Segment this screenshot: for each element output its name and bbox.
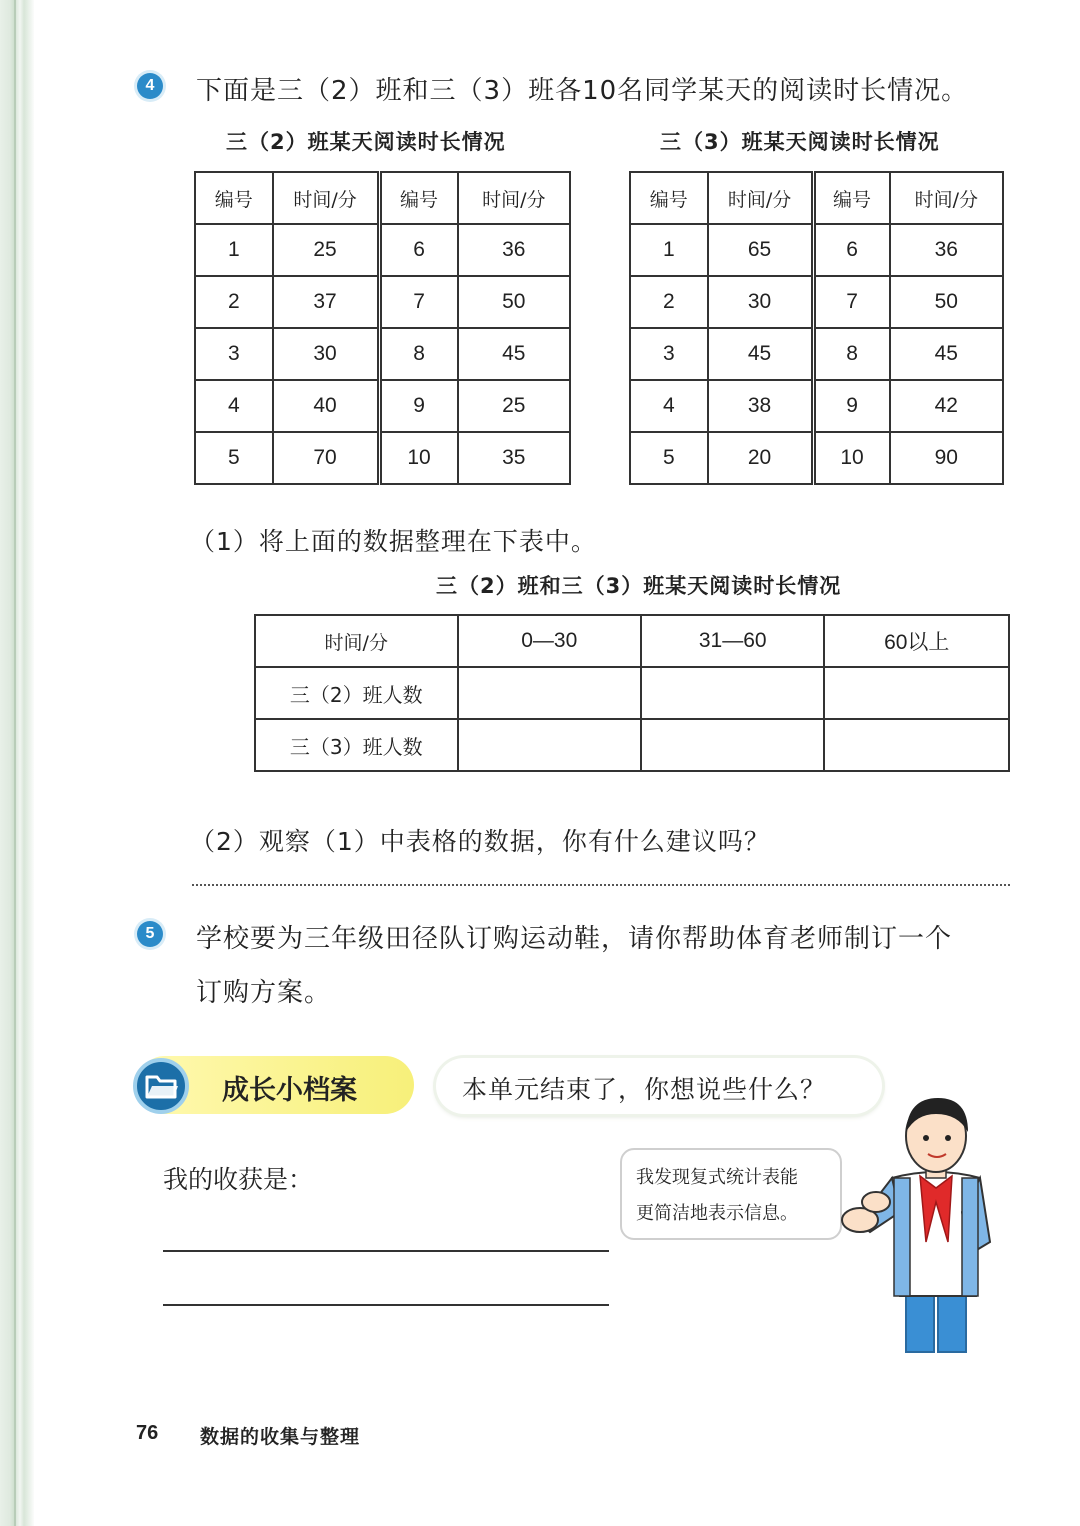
table-cell: 10 [379, 432, 458, 484]
table-cell: 36 [890, 224, 1003, 276]
summary-table-title: 三（2）班和三（3）班某天阅读时长情况 [436, 574, 842, 598]
summary-table [254, 614, 1010, 772]
table-cell: 30 [273, 328, 379, 380]
table-cell: 20 [708, 432, 813, 484]
book-spine [0, 0, 34, 1526]
header-cell: 编号 [813, 172, 890, 224]
question-5-badge: 5 [137, 921, 163, 947]
table-cell: 65 [708, 224, 813, 276]
header-cell: 31—60 [641, 615, 824, 667]
table-row [195, 328, 570, 380]
page-number: 76 [136, 1422, 159, 1444]
table-cell: 7 [813, 276, 890, 328]
table-cell: 25 [273, 224, 379, 276]
table-header-row [630, 172, 1003, 224]
boy-illustration [830, 1092, 1030, 1354]
table-row [195, 380, 570, 432]
table-cell: 37 [273, 276, 379, 328]
table-cell: 6 [813, 224, 890, 276]
answer-dotted-line[interactable] [192, 884, 1010, 886]
table-cell: 42 [890, 380, 1003, 432]
table-cell: 1 [195, 224, 273, 276]
class-3-reading-table [629, 171, 1004, 485]
table-cell: 50 [890, 276, 1003, 328]
table-cell: 38 [708, 380, 813, 432]
header-cell: 60以上 [824, 615, 1009, 667]
table-header-row [255, 615, 1009, 667]
speech-bubble [620, 1148, 842, 1240]
table-cell: 45 [890, 328, 1003, 380]
archive-title: 成长小档案 [222, 1075, 357, 1106]
question-4-text: 下面是三（2）班和三（3）班各10名同学某天的阅读时长情况。 [196, 76, 969, 106]
table-row [630, 432, 1003, 484]
question-4-badge: 4 [137, 73, 163, 99]
table-cell: 50 [458, 276, 570, 328]
table-cell: 70 [273, 432, 379, 484]
table-cell: 35 [458, 432, 570, 484]
answer-cell[interactable] [641, 667, 824, 719]
table-cell: 5 [195, 432, 273, 484]
class-3-table-title: 三（3）班某天阅读时长情况 [660, 130, 940, 154]
part-1-instruction: （1）将上面的数据整理在下表中。 [190, 527, 597, 556]
table-cell: 4 [630, 380, 708, 432]
table-cell: 8 [813, 328, 890, 380]
answer-cell[interactable] [824, 667, 1009, 719]
header-cell: 0—30 [458, 615, 641, 667]
answer-line-2[interactable] [163, 1304, 609, 1306]
header-cell: 时间/分 [255, 615, 458, 667]
table-cell: 36 [458, 224, 570, 276]
answer-cell[interactable] [458, 667, 641, 719]
table-row [195, 224, 570, 276]
table-cell: 5 [630, 432, 708, 484]
speech-text-line-2: 更简洁地表示信息。 [636, 1203, 798, 1224]
class-2-reading-table [194, 171, 571, 485]
header-cell: 时间/分 [890, 172, 1003, 224]
answer-cell[interactable] [824, 719, 1009, 771]
table-row [255, 667, 1009, 719]
row-label: 三（2）班人数 [255, 667, 458, 719]
table-cell: 2 [195, 276, 273, 328]
folder-icon [133, 1058, 189, 1114]
table-cell: 9 [379, 380, 458, 432]
table-cell: 3 [630, 328, 708, 380]
table-cell: 7 [379, 276, 458, 328]
spine-line [14, 0, 16, 1526]
table-row [630, 328, 1003, 380]
table-cell: 45 [458, 328, 570, 380]
table-row [195, 432, 570, 484]
header-cell: 时间/分 [273, 172, 379, 224]
header-cell: 时间/分 [458, 172, 570, 224]
table-row [255, 719, 1009, 771]
question-5-text-line-2: 订购方案。 [196, 978, 332, 1008]
table-cell: 8 [379, 328, 458, 380]
class-2-table-title: 三（2）班某天阅读时长情况 [226, 130, 506, 154]
table-cell: 6 [379, 224, 458, 276]
header-cell: 编号 [195, 172, 273, 224]
header-cell: 编号 [630, 172, 708, 224]
header-cell: 编号 [379, 172, 458, 224]
question-5-text-line-1: 学校要为三年级田径队订购运动鞋，请你帮助体育老师制订一个 [196, 924, 953, 954]
prompt-text: 本单元结束了，你想说些什么？ [462, 1075, 827, 1104]
table-header-row [195, 172, 570, 224]
table-cell: 3 [195, 328, 273, 380]
gain-label: 我的收获是： [163, 1165, 314, 1194]
table-cell: 1 [630, 224, 708, 276]
table-cell: 2 [630, 276, 708, 328]
answer-line-1[interactable] [163, 1250, 609, 1252]
table-cell: 45 [708, 328, 813, 380]
chapter-title: 数据的收集与整理 [200, 1426, 361, 1448]
answer-cell[interactable] [458, 719, 641, 771]
table-cell: 9 [813, 380, 890, 432]
table-row [195, 276, 570, 328]
answer-cell[interactable] [641, 719, 824, 771]
part-2-question: （2）观察（1）中表格的数据，你有什么建议吗？ [190, 827, 770, 856]
table-cell: 10 [813, 432, 890, 484]
speech-text-line-1: 我发现复式统计表能 [636, 1167, 798, 1188]
table-cell: 30 [708, 276, 813, 328]
table-cell: 90 [890, 432, 1003, 484]
table-row [630, 380, 1003, 432]
header-cell: 时间/分 [708, 172, 813, 224]
table-row [630, 224, 1003, 276]
table-cell: 40 [273, 380, 379, 432]
table-cell: 4 [195, 380, 273, 432]
table-row [630, 276, 1003, 328]
row-label: 三（3）班人数 [255, 719, 458, 771]
table-cell: 25 [458, 380, 570, 432]
